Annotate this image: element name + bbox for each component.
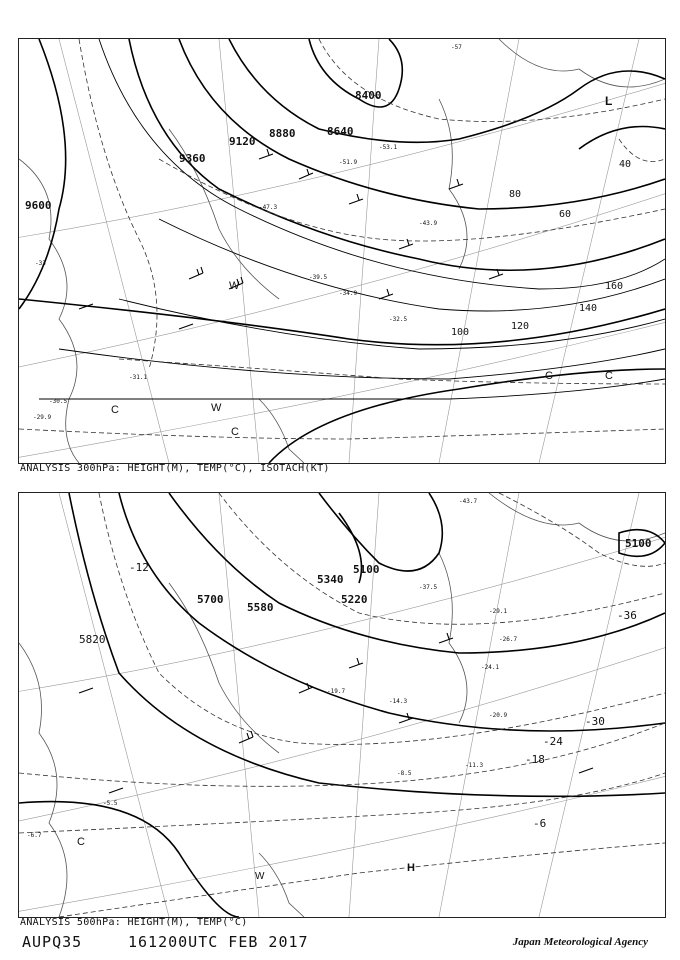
height-label-5340: 5340 bbox=[317, 573, 344, 586]
height-label-9120: 9120 bbox=[229, 135, 256, 148]
temp-label: -6.7 bbox=[27, 832, 42, 839]
temp-label: -39.5 bbox=[309, 274, 328, 281]
panel-caption-300hpa: ANALYSIS 300hPa: HEIGHT(M), TEMP(°C), ISOTACH(KT) bbox=[20, 463, 330, 474]
temp-label: -33 bbox=[35, 260, 46, 267]
height-label-5700: 5700 bbox=[197, 593, 224, 606]
temp-label: -14.3 bbox=[389, 698, 408, 705]
temp-label: -8.5 bbox=[397, 770, 412, 777]
low-pressure-symbol: L bbox=[605, 94, 613, 108]
map-panel-500hpa bbox=[18, 492, 666, 918]
isotach-label-80: 80 bbox=[509, 189, 522, 200]
temperature-contours bbox=[19, 493, 665, 917]
temp-label: -19.7 bbox=[327, 688, 346, 695]
temp-label: -29.9 bbox=[33, 414, 52, 421]
temp-contour-label--18: -18 bbox=[525, 753, 545, 766]
temp-contour-label--12: -12 bbox=[129, 561, 149, 574]
temp-label: -32.5 bbox=[389, 316, 408, 323]
graticule bbox=[19, 493, 665, 917]
temp-label: -47.3 bbox=[259, 204, 278, 211]
isotach-label-160: 160 bbox=[605, 281, 624, 292]
temp-contour-label--24: -24 bbox=[543, 735, 563, 748]
temp-label: -20.9 bbox=[489, 712, 508, 719]
isotach-label-140: 140 bbox=[579, 303, 598, 314]
wind-barbs bbox=[79, 149, 503, 329]
height-label-9600: 9600 bbox=[25, 199, 52, 212]
map-panel-300hpa bbox=[18, 38, 666, 464]
cold-center-symbol: C bbox=[545, 370, 553, 382]
temp-label: -30.5 bbox=[49, 398, 68, 405]
cold-center-symbol: C bbox=[605, 370, 613, 382]
isotach-label-40: 40 bbox=[619, 159, 632, 170]
map-500hpa-canvas bbox=[19, 493, 665, 917]
temp-contour-label--6: -6 bbox=[533, 817, 547, 830]
temp-label: -43.7 bbox=[459, 498, 478, 505]
height-label-8400: 8400 bbox=[355, 89, 382, 102]
temp-label: -26.7 bbox=[499, 636, 518, 643]
cold-center-symbol: C bbox=[111, 404, 119, 416]
isotach-label-120: 120 bbox=[511, 321, 530, 332]
cold-center-symbol: C bbox=[77, 836, 85, 848]
temp-label: -31.1 bbox=[129, 374, 148, 381]
temp-label: -51.9 bbox=[339, 159, 358, 166]
temp-label: -34.9 bbox=[339, 290, 358, 297]
map-300hpa-canvas bbox=[19, 39, 665, 463]
warm-center-symbol: W bbox=[211, 402, 222, 414]
temp-label: -57 bbox=[451, 44, 462, 51]
wind-barbs bbox=[79, 633, 593, 793]
height-contours bbox=[19, 493, 665, 917]
isotach-label-60: 60 bbox=[559, 209, 572, 220]
isotach-label-100: 100 bbox=[451, 327, 470, 338]
temp-label: -43.9 bbox=[419, 220, 438, 227]
warm-center-symbol: W bbox=[255, 871, 265, 882]
temp-label: -11.3 bbox=[465, 762, 484, 769]
temp-label: -37.5 bbox=[419, 584, 438, 591]
temp-contour-label--30: -30 bbox=[585, 715, 605, 728]
coastline bbox=[19, 493, 665, 917]
height-label-5100: 5100 bbox=[353, 563, 380, 576]
temp-label: -29.1 bbox=[489, 608, 508, 615]
panel-caption-500hpa: ANALYSIS 500hPa: HEIGHT(M), TEMP(°C) bbox=[20, 917, 248, 928]
temp-label: -24.1 bbox=[481, 664, 500, 671]
temp-contour-label--36: -36 bbox=[617, 609, 637, 622]
height-label-5580: 5580 bbox=[247, 601, 274, 614]
cold-center-symbol: C bbox=[231, 426, 239, 438]
height-label-8880: 8880 bbox=[269, 127, 296, 140]
height-label-5100: 5100 bbox=[625, 537, 652, 550]
height-label-8640: 8640 bbox=[327, 125, 354, 138]
warm-center-symbol: W bbox=[229, 280, 240, 292]
temp-label: -53.1 bbox=[379, 144, 398, 151]
height-label-9360: 9360 bbox=[179, 152, 206, 165]
high-pressure-symbol: H bbox=[407, 862, 415, 874]
height-label-5220: 5220 bbox=[341, 593, 368, 606]
agency-name: Japan Meteorological Agency bbox=[512, 936, 648, 948]
temp-label: -5.5 bbox=[103, 800, 118, 807]
height-label-5820: 5820 bbox=[79, 633, 106, 646]
chart-id: AUPQ35 bbox=[22, 933, 83, 951]
analysis-timestamp: 161200UTC FEB 2017 bbox=[128, 933, 309, 951]
